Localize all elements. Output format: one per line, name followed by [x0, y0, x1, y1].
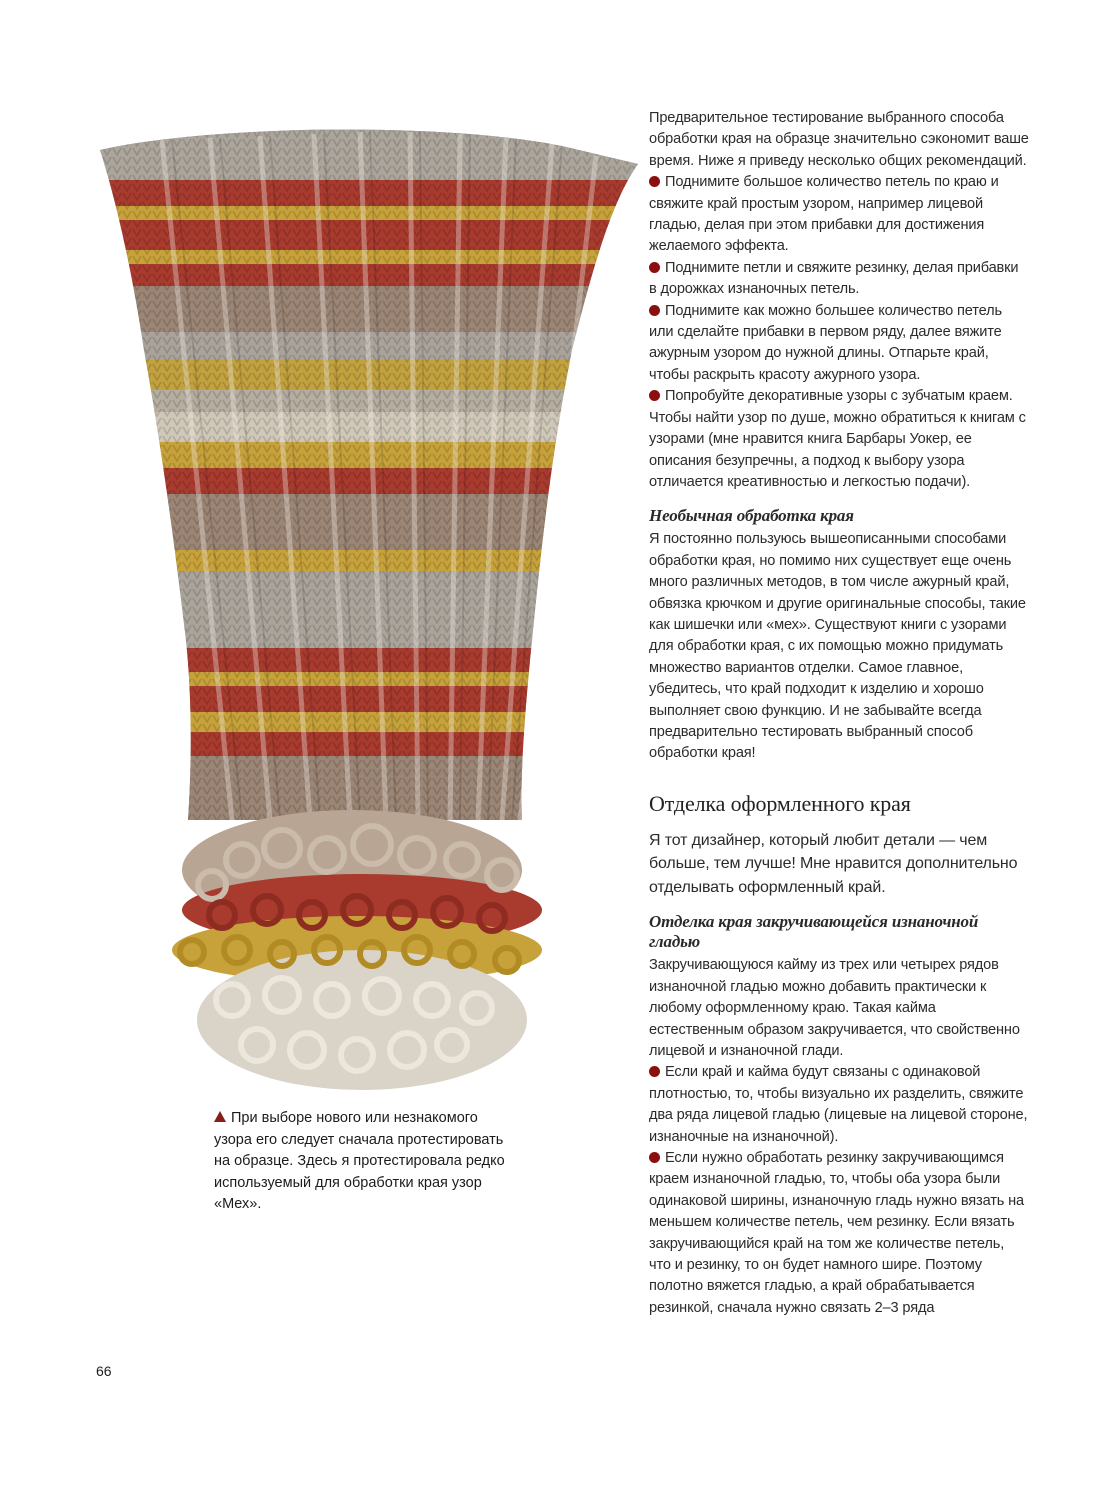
section-heading: Отделка оформленного края [649, 790, 911, 816]
paragraph-intro-testing: Предварительное тестирование выбранного способа обработки края на образце значительно сэкономит ваше время. Ниже я приведу несколько общих рекомендаций. [649, 110, 1029, 169]
circle-bullet-icon [649, 176, 660, 187]
list-item: Поднимите петли и свяжите резинку, делая прибавки в дорожках изнаночных петель. [649, 259, 1019, 298]
caption-text: При выборе нового или незнакомого узора его следует сначала протестировать на образце. Здесь я протестировала редко используемый для обработки края узор «Мех». [214, 1110, 505, 1213]
list-item: Поднимите как можно большее количество петель или сделайте прибавки в первом ряду, далее вяжите ажурным узором до нужной длины. Отпарьте край, чтобы раскрыть красоту ажурного узора. [649, 302, 1002, 383]
list-item: Попробуйте декоративные узоры с зубчатым краем. Чтобы найти узор по душе, можно обратиться к книгам с узорами (мне нравится книга Барбары Уокер, ее описания безупречны, а подход к выбору узора отличается креативностью и легкостью подачи). [649, 388, 1026, 490]
subheading-unusual-edge: Необычная обработка края [649, 506, 854, 526]
circle-bullet-icon [649, 305, 660, 316]
circle-bullet-icon [649, 390, 660, 401]
text-column [649, 108, 1029, 1319]
knitted-swatch-illustration [92, 120, 644, 1110]
list-item: Если нужно обработать резинку закручивающимся краем изнаночной гладью, то, чтобы оба узора были одинаковой ширины, изнаночную гладь нужно вязать на меньшем количестве петель, чем резинку. Если вязать закручивающийся край на том же количестве петель, что и резинку, то он будет намного шире. Поэтому полотно вяжется гладью, а край обрабатывается резинкой, сначала нужно связать 2–3 ряда [649, 1149, 1025, 1316]
triangle-up-icon [214, 1111, 226, 1122]
knitted-swatch-photo [92, 120, 644, 1110]
page-number: 66 [96, 1363, 112, 1379]
circle-bullet-icon [649, 262, 660, 273]
swatch-body [92, 120, 644, 830]
fur-loop-edging [172, 810, 542, 1090]
paragraph-designer-intro: Я тот дизайнер, который любит детали — чем больше, тем лучше! Мне нравится дополнительно отделывать оформленный край. [649, 831, 1018, 896]
circle-bullet-icon [649, 1152, 660, 1163]
subheading-rolled-edge: Отделка края закручивающейся изнаночной гладью [649, 912, 979, 952]
paragraph-unusual-edge: Я постоянно пользуюсь вышеописанными способами обработки края, но помимо них существует еще очень много различных методов, в том числе ажурный край, обвязка крючком и другие оригинальные способы, такие как шишечки или «мех». Существуют книги с узорами для обработки края, с их помощью можно придумать множество вариантов отделки. Самое главное, убедитесь, что край подходит к изделию и хорошо выполняет свою функцию. И не забывайте всегда предварительно тестировать выбранный способ обработки края! [649, 531, 1026, 762]
list-item: Если край и кайма будут связаны с одинаковой плотностью, то, чтобы визуально их разделить, свяжите два ряда лицевой гладью (лицевые на лицевой стороне, изнаночные на изнаночной). [649, 1064, 1028, 1145]
paragraph-rolled-edge: Закручивающуюся кайму из трех или четырех рядов изнаночной гладью можно добавить практически к любому оформленному краю. Такая кайма естественным образом закручивается, что свойственно лицевой и изнаночной глади. [649, 957, 1020, 1059]
list-item: Поднимите большое количество петель по краю и свяжите край простым узором, например лицевой гладью, делая при этом прибавки для достижения желаемого эффекта. [649, 174, 999, 255]
photo-caption [214, 1108, 514, 1216]
circle-bullet-icon [649, 1066, 660, 1077]
